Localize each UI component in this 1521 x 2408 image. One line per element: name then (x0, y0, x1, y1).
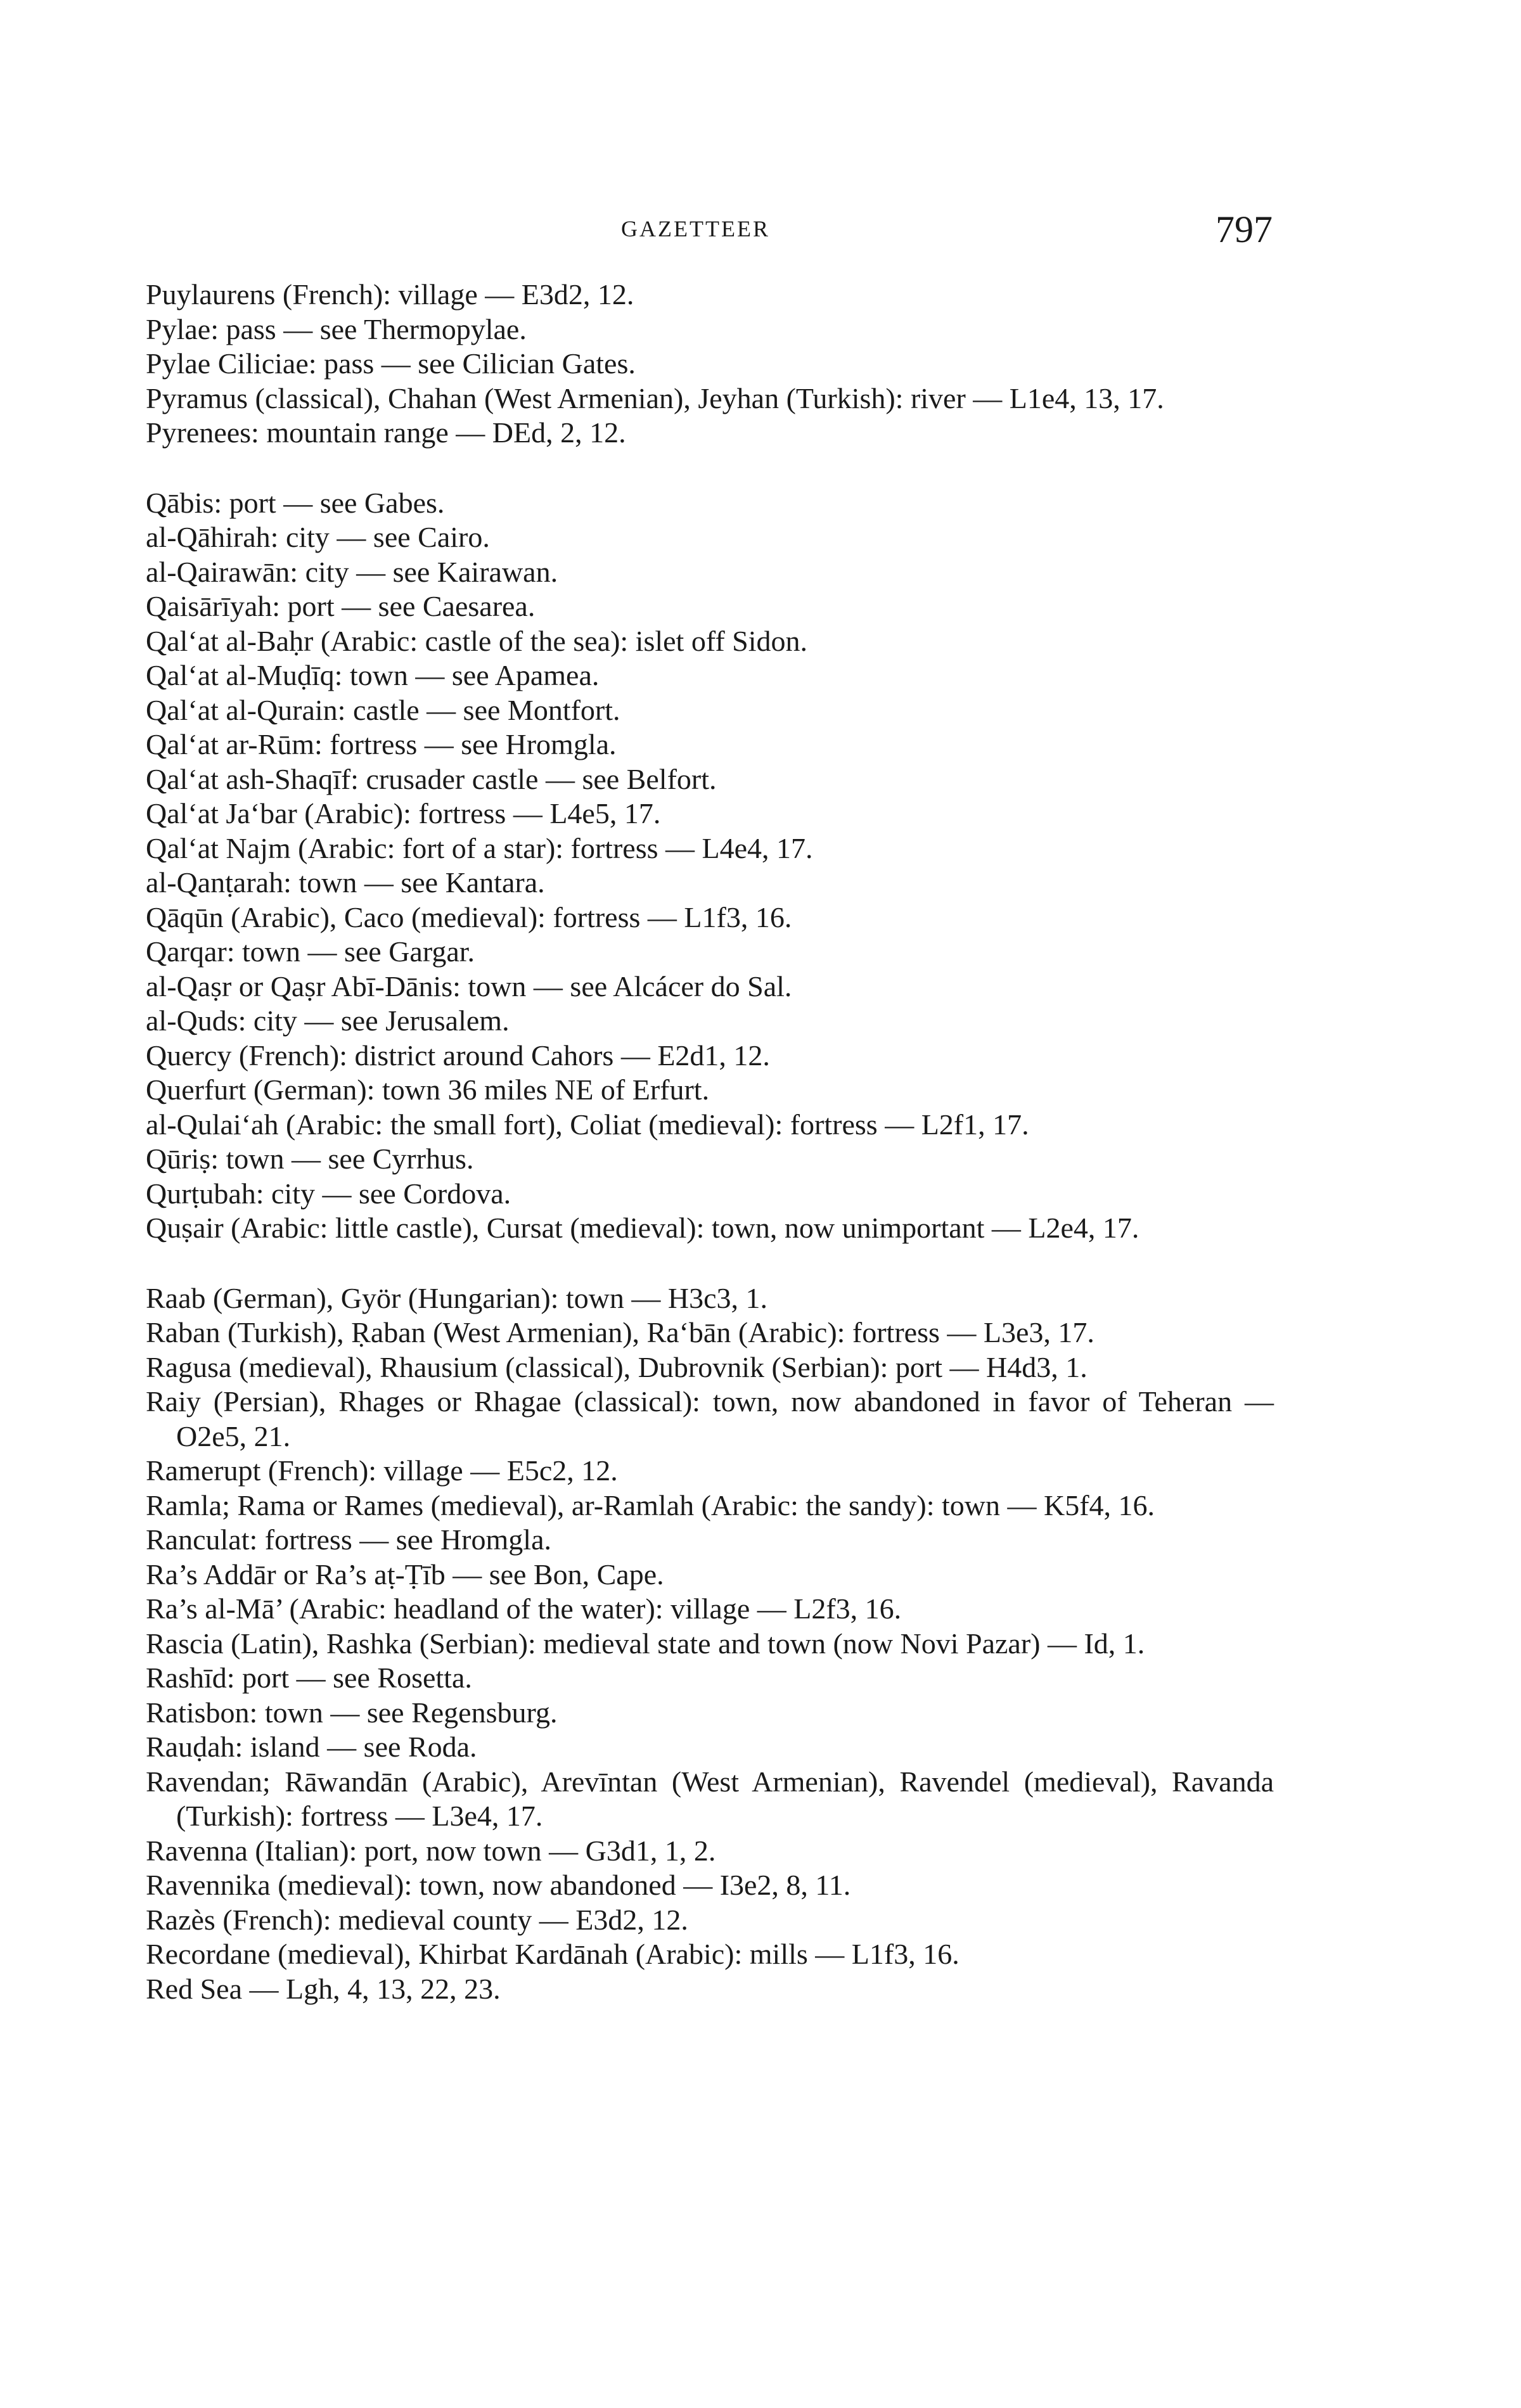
gazetteer-entry: Qūriṣ: town — see Cyrrhus. (146, 1143, 474, 1175)
gazetteer-entry: Raiy (Persian), Rhages or Rhagae (classical): town, now abandoned in favor of Teheran — O2e5, 21. (146, 1385, 1274, 1452)
gazetteer-entry: Qal‘at al-Qurain: castle — see Montfort. (146, 693, 620, 726)
gazetteer-entry: Ranculat: fortress — see Hromgla. (146, 1523, 551, 1556)
gazetteer-entry: Rascia (Latin), Rashka (Serbian): medieval state and town (now Novi Pazar) — Id, 1. (146, 1627, 1145, 1660)
gazetteer-entry: Qābis: port — see Gabes. (146, 486, 445, 519)
gazetteer-entry: Ravendan; Rāwandān (Arabic), Arevīntan (West Armenian), Ravendel (medieval), Ravanda (Turkish): fortress — L3e4, 17. (146, 1765, 1274, 1832)
gazetteer-entry: Pylae: pass — see Thermopylae. (146, 312, 527, 345)
gazetteer-entry: Ra’s Addār or Ra’s aṭ-Ṭīb — see Bon, Cape. (146, 1558, 664, 1591)
gazetteer-entry: Ravennika (medieval): town, now abandoned — I3e2, 8, 11. (146, 1869, 851, 1901)
gazetteer-entry: Qāqūn (Arabic), Caco (medieval): fortress — L1f3, 16. (146, 900, 792, 933)
gazetteer-entry: al-Qanṭarah: town — see Kantara. (146, 866, 545, 899)
gazetteer-entry: Pyrenees: mountain range — DEd, 2, 12. (146, 416, 626, 449)
gazetteer-entry: Red Sea — Lgh, 4, 13, 22, 23. (146, 1972, 501, 2005)
gazetteer-entry: Qaisārīyah: port — see Caesarea. (146, 590, 536, 622)
gazetteer-entry: al-Quds: city — see Jerusalem. (146, 1004, 510, 1037)
gazetteer-entry: Raab (German), Györ (Hungarian): town — H3c3, 1. (146, 1281, 768, 1314)
running-head: GAZETTEER (621, 216, 770, 241)
gazetteer-entry: Quercy (French): district around Cahors — E2d1, 12. (146, 1039, 770, 1072)
gazetteer-entry: al-Qulai‘ah (Arabic: the small fort), Coliat (medieval): fortress — L2f1, 17. (146, 1108, 1029, 1141)
gazetteer-entry: Rauḍah: island — see Roda. (146, 1731, 477, 1763)
gazetteer-entry: Pylae Ciliciae: pass — see Cilician Gates. (146, 347, 636, 380)
entry-group (146, 486, 1274, 1246)
gazetteer-entry: Raban (Turkish), Ṛaban (West Armenian), Ra‘bān (Arabic): fortress — L3e3, 17. (146, 1316, 1094, 1348)
group-separator (146, 1246, 1274, 1281)
gazetteer-entry: al-Qairawān: city — see Kairawan. (146, 555, 558, 588)
gazetteer-entry: al-Qaṣr or Qaṣr Abī-Dānis: town — see Alcácer do Sal. (146, 970, 792, 1002)
group-separator (146, 451, 1274, 486)
gazetteer-entry: Ravenna (Italian): port, now town — G3d1, 1, 2. (146, 1834, 716, 1867)
gazetteer-entry: Qal‘at al-Baḥr (Arabic: castle of the sea): islet off Sidon. (146, 624, 808, 657)
gazetteer-entry: Pyramus (classical), Chahan (West Armenian), Jeyhan (Turkish): river — L1e4, 13, 17. (146, 381, 1164, 414)
gazetteer-entry: Qarqar: town — see Gargar. (146, 935, 475, 968)
page-number: 797 (1216, 208, 1273, 250)
gazetteer-entry: Querfurt (German): town 36 miles NE of Erfurt. (146, 1073, 710, 1106)
gazetteer-entries (146, 278, 1274, 2006)
gazetteer-entry: Razès (French): medieval county — E3d2, 12. (146, 1903, 688, 1936)
entry-group (146, 1281, 1274, 2007)
gazetteer-entry: Qal‘at Ja‘bar (Arabic): fortress — L4e5, 17. (146, 797, 661, 829)
gazetteer-entry: Ratisbon: town — see Regensburg. (146, 1696, 558, 1729)
gazetteer-entry: Quṣair (Arabic: little castle), Cursat (medieval): town, now unimportant — L2e4, 17. (146, 1212, 1139, 1244)
gazetteer-entry: Ramerupt (French): village — E5c2, 12. (146, 1454, 618, 1487)
gazetteer-entry: Ragusa (medieval), Rhausium (classical), Dubrovnik (Serbian): port — H4d3, 1. (146, 1350, 1088, 1383)
gazetteer-entry: Qal‘at Najm (Arabic: fort of a star): fortress — L4e4, 17. (146, 831, 813, 864)
gazetteer-entry: Qal‘at al-Muḍīq: town — see Apamea. (146, 659, 600, 691)
entry-group (146, 278, 1274, 451)
gazetteer-entry: Ramla; Rama or Rames (medieval), ar-Ramlah (Arabic: the sandy): town — K5f4, 16. (146, 1489, 1155, 1521)
gazetteer-entry: Rashīd: port — see Rosetta. (146, 1662, 472, 1694)
gazetteer-entry: Qal‘at ash-Shaqīf: crusader castle — see Belfort. (146, 762, 717, 795)
gazetteer-entry: Qal‘at ar-Rūm: fortress — see Hromgla. (146, 728, 617, 760)
gazetteer-entry: Qurṭubah: city — see Cordova. (146, 1177, 511, 1210)
gazetteer-entry: Recordane (medieval), Khirbat Kardānah (Arabic): mills — L1f3, 16. (146, 1938, 959, 1970)
gazetteer-entry: al-Qāhirah: city — see Cairo. (146, 521, 490, 553)
gazetteer-entry: Ra’s al-Mā’ (Arabic: headland of the water): village — L2f3, 16. (146, 1592, 902, 1625)
gazetteer-entry: Puylaurens (French): village — E3d2, 12. (146, 278, 634, 311)
